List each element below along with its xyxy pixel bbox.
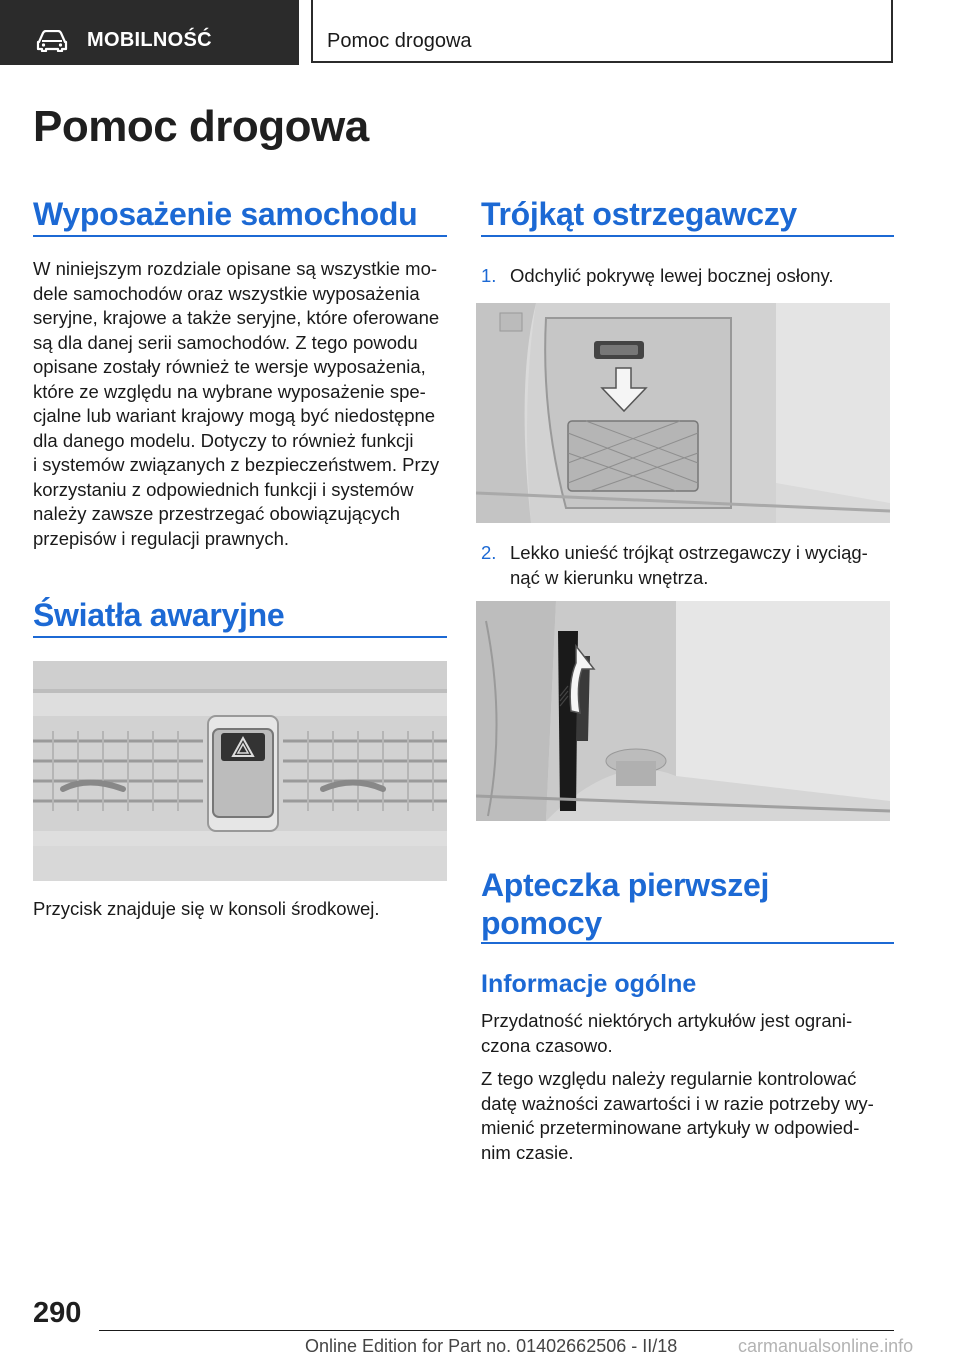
footer-divider: [99, 1330, 894, 1331]
heading-first-aid-kit: [481, 866, 894, 944]
step-number: 1.: [481, 265, 497, 286]
text-line: są dla danej serii samochodów. Z tego powodu: [33, 331, 418, 353]
step-number: 2.: [481, 542, 497, 563]
step-text: nąć w kierunku wnętrza.: [510, 567, 709, 588]
heading-hazard-lights: Światła awaryjne: [33, 596, 447, 638]
hazard-caption: Przycisk znajduje się w konsoli środkowej.: [33, 898, 380, 919]
side-cover-illustration: [476, 303, 890, 523]
first-aid-paragraph-2: [481, 1067, 901, 1165]
hazard-button-illustration: [33, 661, 447, 881]
page-title: Pomoc drogowa: [33, 102, 369, 151]
page-number: 290: [33, 1297, 82, 1329]
text-line: datę ważności zawartości i w razie potrzeby wy-: [481, 1092, 874, 1114]
car-icon: [36, 30, 68, 52]
text-line: opisane zostały również te wersje wyposażenia,: [33, 356, 426, 377]
text-line: które ze względu na wybrane wyposażenie spe-: [33, 380, 426, 402]
text-line: seryjne, krajowe a także seryjne, które oferowane: [33, 307, 440, 328]
breadcrumb: [311, 0, 893, 63]
heading-line: Apteczka pierwszej: [481, 867, 770, 903]
heading-warning-triangle: Trójkąt ostrzegawczy: [481, 195, 894, 237]
text-line: Z tego względu należy regularnie kontrolować: [481, 1068, 857, 1089]
watermark-text: carmanualsonline.info: [738, 1336, 914, 1356]
text-line: należy zawsze przestrzegać obowiązujących: [33, 503, 401, 524]
subheading-general-info: Informacje ogólne: [481, 970, 697, 998]
section-label: MOBILNOŚĆ: [87, 29, 212, 51]
breadcrumb-label: Pomoc drogowa: [327, 30, 472, 52]
text-line: przepisów i regulacji prawnych.: [33, 527, 290, 549]
text-line: cjalne lub wariant krajowy mogą być niedostępne: [33, 405, 436, 426]
triangle-removal-illustration: [476, 601, 890, 821]
heading-line: pomocy: [481, 905, 602, 941]
equipment-paragraph: [33, 257, 453, 551]
section-tab: [0, 0, 299, 65]
edition-text: Online Edition for Part no. 01402662506 - II/18: [305, 1336, 678, 1356]
text-line: mienić przeterminowane artykuły w odpowied-: [481, 1117, 860, 1138]
text-line: czona czasowo.: [481, 1034, 613, 1056]
text-line: dla danego modelu. Dotyczy to również funkcji: [33, 429, 414, 451]
text-line: nim czasie.: [481, 1141, 574, 1163]
text-line: Przydatność niektórych artykułów jest ograni-: [481, 1010, 853, 1031]
text-line: korzystaniu z odpowiednich funkcji i systemów: [33, 478, 414, 500]
text-line: W niniejszym rozdziale opisane są wszystkie mo-: [33, 258, 438, 279]
step-2: [481, 540, 901, 590]
first-aid-paragraph-1: [481, 1009, 901, 1058]
step-1: [481, 263, 901, 288]
text-line: i systemów związanych z bezpieczeństwem. Przy: [33, 454, 440, 475]
step-text: Lekko unieść trójkąt ostrzegawczy i wyciąg-: [510, 542, 868, 563]
heading-equipment: Wyposażenie samochodu: [33, 195, 447, 237]
step-text: Odchylić pokrywę lewej bocznej osłony.: [510, 265, 834, 286]
text-line: dele samochodów oraz wszystkie wyposażenia: [33, 282, 420, 304]
